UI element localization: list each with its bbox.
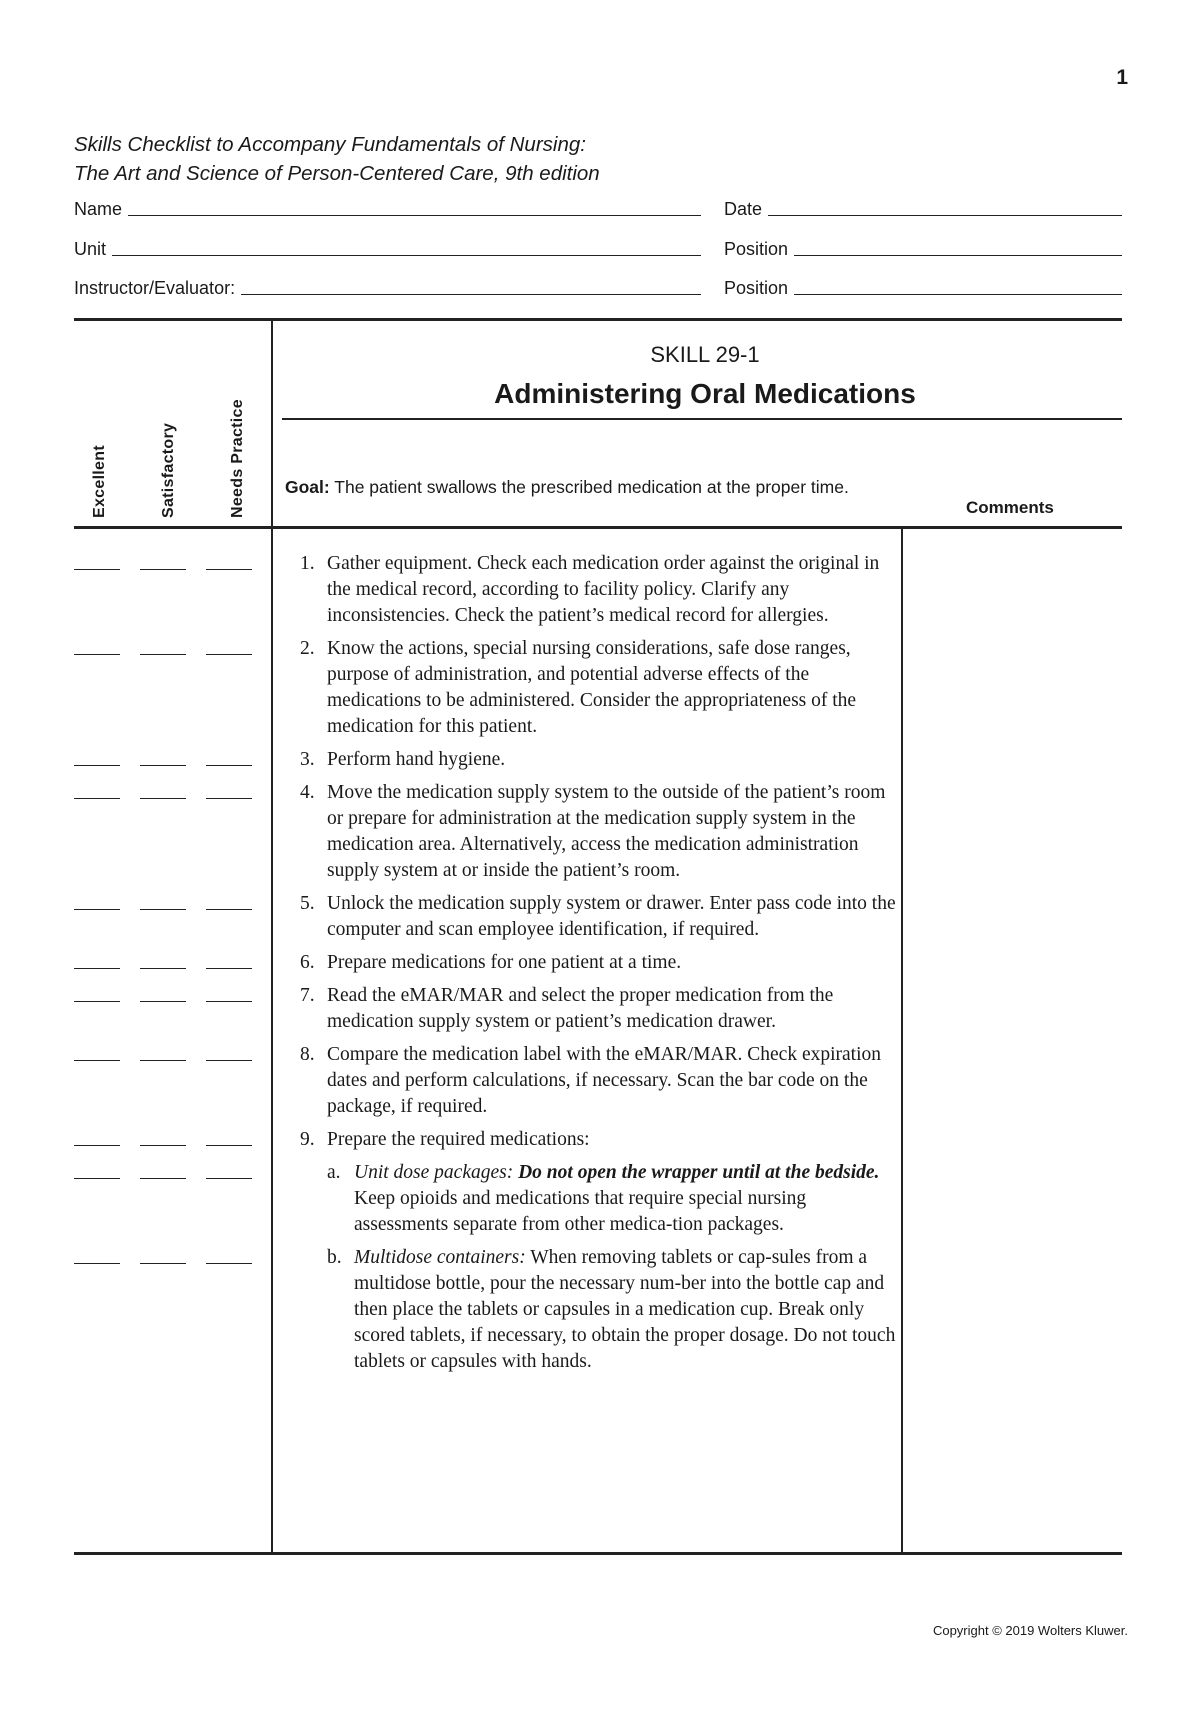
- name-field[interactable]: [74, 192, 701, 220]
- step-number: 1.: [300, 553, 315, 574]
- step-6: [74, 950, 904, 976]
- step-text: Move the medication supply system to the outside of the patient’s room or prepare for administration at the medication supply system in the medication area. Alternatively, access the medication administration supply system at or inside the patient’s room.: [327, 782, 886, 881]
- excellent-blank[interactable]: [74, 1245, 120, 1264]
- rating-header-excellent: Excellent: [91, 445, 108, 518]
- step-text: [354, 1160, 904, 1238]
- excellent-blank[interactable]: [74, 1042, 120, 1061]
- satisfactory-blank[interactable]: [140, 636, 186, 655]
- comments-header: Comments: [966, 498, 1054, 517]
- unit-line[interactable]: [112, 255, 701, 256]
- excellent-blank[interactable]: [74, 780, 120, 799]
- rating-blanks: [74, 1127, 300, 1153]
- step-5: [74, 891, 904, 943]
- needs-practice-blank[interactable]: [206, 1245, 252, 1264]
- step-lead-bold: Do not open the wrapper until at the bedside.: [518, 1162, 880, 1183]
- rating-blanks: [74, 780, 300, 806]
- step-number: 6.: [300, 952, 315, 973]
- step-9a: [74, 1160, 904, 1238]
- step-text: [354, 1245, 904, 1375]
- rating-blanks: [74, 1160, 300, 1186]
- unit-field[interactable]: [74, 232, 701, 260]
- date-field[interactable]: [724, 192, 1122, 220]
- step-7: [74, 983, 904, 1035]
- rating-blanks: [74, 747, 300, 773]
- table-bottom-rule: [74, 1552, 1122, 1555]
- excellent-blank[interactable]: [74, 551, 120, 570]
- rating-header-needs-practice: Needs Practice: [229, 399, 246, 518]
- step-body: Keep opioids and medications that require special nursing assessments separate from other medica-tion packages.: [354, 1188, 807, 1235]
- step-lead-italic: Unit dose packages:: [354, 1162, 519, 1183]
- satisfactory-blank[interactable]: [140, 551, 186, 570]
- needs-practice-blank[interactable]: [206, 551, 252, 570]
- goal-label: Goal:: [285, 477, 330, 497]
- satisfactory-blank[interactable]: [140, 1127, 186, 1146]
- book-title: [74, 130, 600, 188]
- needs-practice-blank[interactable]: [206, 950, 252, 969]
- rating-header-satisfactory: Satisfactory: [160, 422, 177, 518]
- position-label-1: Position: [724, 239, 789, 259]
- step-lead-italic: Multidose containers:: [354, 1247, 526, 1268]
- instructor-label: Instructor/Evaluator:: [74, 278, 236, 298]
- step-number: 2.: [300, 638, 315, 659]
- needs-practice-blank[interactable]: [206, 747, 252, 766]
- needs-practice-blank[interactable]: [206, 1160, 252, 1179]
- excellent-blank[interactable]: [74, 1127, 120, 1146]
- needs-practice-blank[interactable]: [206, 636, 252, 655]
- title-underline-rule: [282, 418, 1122, 420]
- satisfactory-blank[interactable]: [140, 1245, 186, 1264]
- book-title-line-2: The Art and Science of Person-Centered Care, 9th edition: [74, 162, 600, 185]
- rating-blanks: [74, 551, 300, 577]
- excellent-blank[interactable]: [74, 891, 120, 910]
- rating-blanks: [74, 983, 300, 1009]
- needs-practice-blank[interactable]: [206, 983, 252, 1002]
- date-line[interactable]: [768, 215, 1122, 216]
- step-2: [74, 636, 904, 740]
- rating-blanks: [74, 1042, 300, 1068]
- excellent-blank[interactable]: [74, 636, 120, 655]
- step-number: a.: [327, 1162, 341, 1183]
- satisfactory-blank[interactable]: [140, 983, 186, 1002]
- name-line[interactable]: [128, 215, 701, 216]
- skill-title: Administering Oral Medications: [494, 378, 916, 409]
- step-number: 3.: [300, 749, 315, 770]
- step-9: [74, 1127, 904, 1153]
- satisfactory-blank[interactable]: [140, 747, 186, 766]
- position-field-1[interactable]: [724, 232, 1122, 260]
- header-bottom-rule: [74, 526, 1122, 529]
- step-4: [74, 780, 904, 884]
- excellent-blank[interactable]: [74, 747, 120, 766]
- goal-text: The patient swallows the prescribed medication at the proper time.: [329, 477, 849, 497]
- satisfactory-blank[interactable]: [140, 950, 186, 969]
- rating-blanks: [74, 891, 300, 917]
- needs-practice-blank[interactable]: [206, 1042, 252, 1061]
- position-line-2[interactable]: [794, 294, 1122, 295]
- step-text: Prepare medications for one patient at a time.: [327, 952, 682, 973]
- step-text: Gather equipment. Check each medication order against the original in the medical record, according to facility policy. Clarify any inconsistencies. Check the patient’s medical record for allergies.: [327, 553, 880, 626]
- step-number: 4.: [300, 782, 315, 803]
- step-8: [74, 1042, 904, 1120]
- excellent-blank[interactable]: [74, 1160, 120, 1179]
- excellent-blank[interactable]: [74, 983, 120, 1002]
- step-9b: [74, 1245, 904, 1375]
- needs-practice-blank[interactable]: [206, 1127, 252, 1146]
- satisfactory-blank[interactable]: [140, 891, 186, 910]
- date-label: Date: [724, 199, 763, 219]
- step-text: Prepare the required medications:: [327, 1129, 590, 1150]
- goal: [285, 475, 885, 499]
- step-text: Know the actions, special nursing considerations, safe dose ranges, purpose of administration, and potential adverse effects of the medications to be administered. Consider the appropriateness of the medication for this patient.: [327, 638, 857, 737]
- rating-blanks: [74, 1245, 300, 1271]
- position-label-2: Position: [724, 278, 789, 298]
- step-text: Read the eMAR/MAR and select the proper medication from the medication supply system or patient’s medication drawer.: [327, 985, 834, 1032]
- steps-list: [74, 551, 904, 1382]
- needs-practice-blank[interactable]: [206, 891, 252, 910]
- step-text: Compare the medication label with the eMAR/MAR. Check expiration dates and perform calculations, if necessary. Scan the bar code on the package, if required.: [327, 1044, 881, 1117]
- position-line-1[interactable]: [794, 255, 1122, 256]
- unit-label: Unit: [74, 239, 107, 259]
- instructor-line[interactable]: [241, 294, 701, 295]
- name-label: Name: [74, 199, 123, 219]
- step-body: When removing tablets or cap-sules from a multidose bottle, pour the necessary num-ber into the bottle cap and then place the tablets or capsules in a medication cup. Break only scored tablets, if necessary, to obtain the proper dosage. Do not touch tablets or capsules with hands.: [354, 1247, 896, 1372]
- step-number: b.: [327, 1247, 342, 1268]
- skill-number: SKILL 29-1: [650, 342, 760, 367]
- step-text: Perform hand hygiene.: [327, 749, 506, 770]
- step-3: [74, 747, 904, 773]
- step-number: 9.: [300, 1129, 315, 1150]
- instructor-field[interactable]: [74, 271, 701, 299]
- satisfactory-blank[interactable]: [140, 1160, 186, 1179]
- step-number: 5.: [300, 893, 315, 914]
- book-title-line-1: Skills Checklist to Accompany Fundamentals of Nursing:: [74, 133, 586, 156]
- step-text: Unlock the medication supply system or drawer. Enter pass code into the computer and scan employee identification, if required.: [327, 893, 896, 940]
- page-number: 1: [1116, 66, 1128, 89]
- step-number: 8.: [300, 1044, 315, 1065]
- copyright: Copyright © 2019 Wolters Kluwer.: [932, 1623, 1128, 1638]
- table-top-rule: [74, 318, 1122, 321]
- needs-practice-blank[interactable]: [206, 780, 252, 799]
- excellent-blank[interactable]: [74, 950, 120, 969]
- rating-blanks: [74, 636, 300, 662]
- rating-blanks: [74, 950, 300, 976]
- step-1: [74, 551, 904, 629]
- step-number: 7.: [300, 985, 315, 1006]
- satisfactory-blank[interactable]: [140, 780, 186, 799]
- satisfactory-blank[interactable]: [140, 1042, 186, 1061]
- position-field-2[interactable]: [724, 271, 1122, 299]
